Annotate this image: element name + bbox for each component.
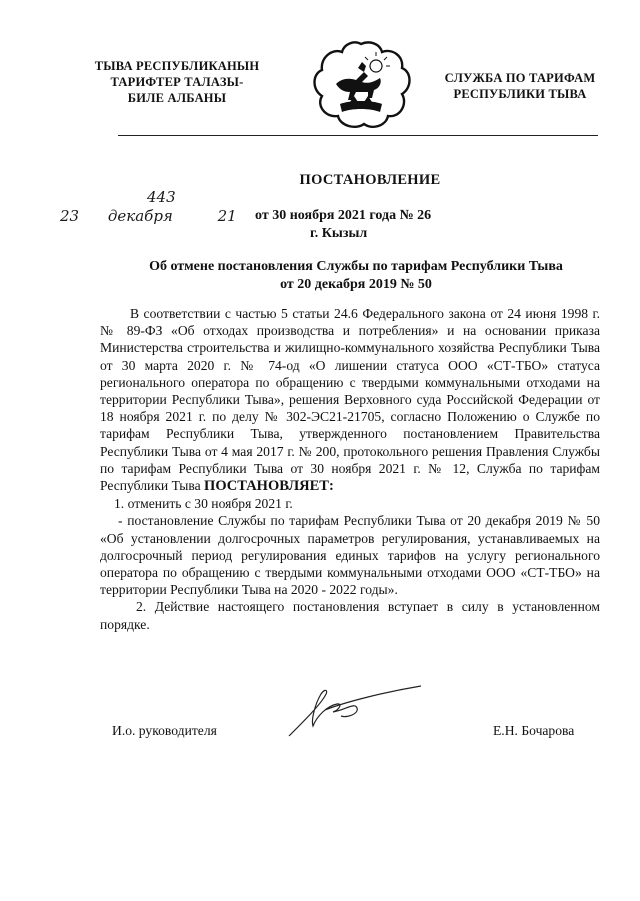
- signatory-name: Е.Н. Бочарова: [493, 723, 575, 738]
- handwritten-signature: [285, 680, 425, 742]
- signatory-position: И.о. руководителя: [112, 723, 217, 738]
- item-2: 2. Действие настоящего постановления вступает в силу в установленном порядке.: [100, 599, 600, 632]
- handwritten-number: 443: [147, 188, 176, 206]
- doc-body: [100, 305, 600, 633]
- handwritten-year: 21: [217, 207, 237, 225]
- doc-date-number: от 30 ноября 2021 года № 26: [255, 208, 432, 223]
- doc-title-line: от 20 декабря 2019 № 50: [280, 277, 432, 292]
- doc-title: [100, 258, 612, 294]
- preamble-text: В соответствии с частью 5 статьи 24.6 Федерального закона от 24 июня 1998 г. № 89-ФЗ «Об отходах производства и потребления» и на основании приказа Министерства строительства и жилищно-коммунального хозяйства Республики Тыва от 30 марта 2020 г. № 74-од «О лишении статуса ООО «СТ-ТБО» статуса регионального оператора по обращению с твердыми коммунальными отходами на территории Республики Тыва», решения Верховного суда Российской Федерации от 18 ноября 2021 г. по делу № 302-ЭС21-21705, согласно Положению о Службе по тарифам Республики Тыва, утвержденного постановлением Правительства Республики Тыва от 4 мая 2017 г. № 200, протокольного решения Правления Службы по тарифам Республики Тыва от 30 ноября 2021 г. № 12, Служба по тарифам Республики Тыва: [100, 306, 600, 494]
- header-divider: [118, 135, 598, 136]
- handwritten-date: [60, 207, 237, 225]
- header-right-line: РЕСПУБЛИКИ ТЫВА: [453, 87, 587, 101]
- handwritten-day: 23: [60, 207, 80, 225]
- header-right-line: СЛУЖБА ПО ТАРИФАМ: [444, 71, 596, 85]
- header-left-org-name: [82, 58, 272, 106]
- preamble-paragraph: [100, 305, 600, 495]
- header-right-org-name: [440, 70, 600, 102]
- decree-word: ПОСТАНОВЛЯЕТ:: [204, 478, 334, 495]
- doc-type: ПОСТАНОВЛЕНИЕ: [299, 172, 441, 188]
- item-1-sub: - постановление Службы по тарифам Республики Тыва от 20 декабря 2019 № 50 «Об установлении долгосрочных параметров регулирования, устанавливаемых на долгосрочный период регулирования единых тарифов на услугу регионального оператора по обращению с твердыми коммунальными отходами ООО «СТ-ТБО» на территории Республики Тыва на 2020 - 2022 годы».: [100, 513, 600, 598]
- item-1: 1. отменить с 30 ноября 2021 г.: [114, 496, 293, 512]
- doc-title-line: Об отмене постановления Службы по тарифам Республики Тыва: [149, 259, 563, 274]
- header-left-line: ТЫВА РЕСПУБЛИКАНЫН: [94, 59, 260, 73]
- header-left-line: ТАРИФТЕР ТАЛАЗЫ-: [110, 75, 244, 89]
- tuva-emblem-icon: [310, 38, 412, 132]
- handwritten-month: декабря: [107, 207, 173, 225]
- header-left-line: БИЛЕ АЛБАНЫ: [127, 91, 227, 105]
- doc-city: г. Кызыл: [310, 226, 368, 241]
